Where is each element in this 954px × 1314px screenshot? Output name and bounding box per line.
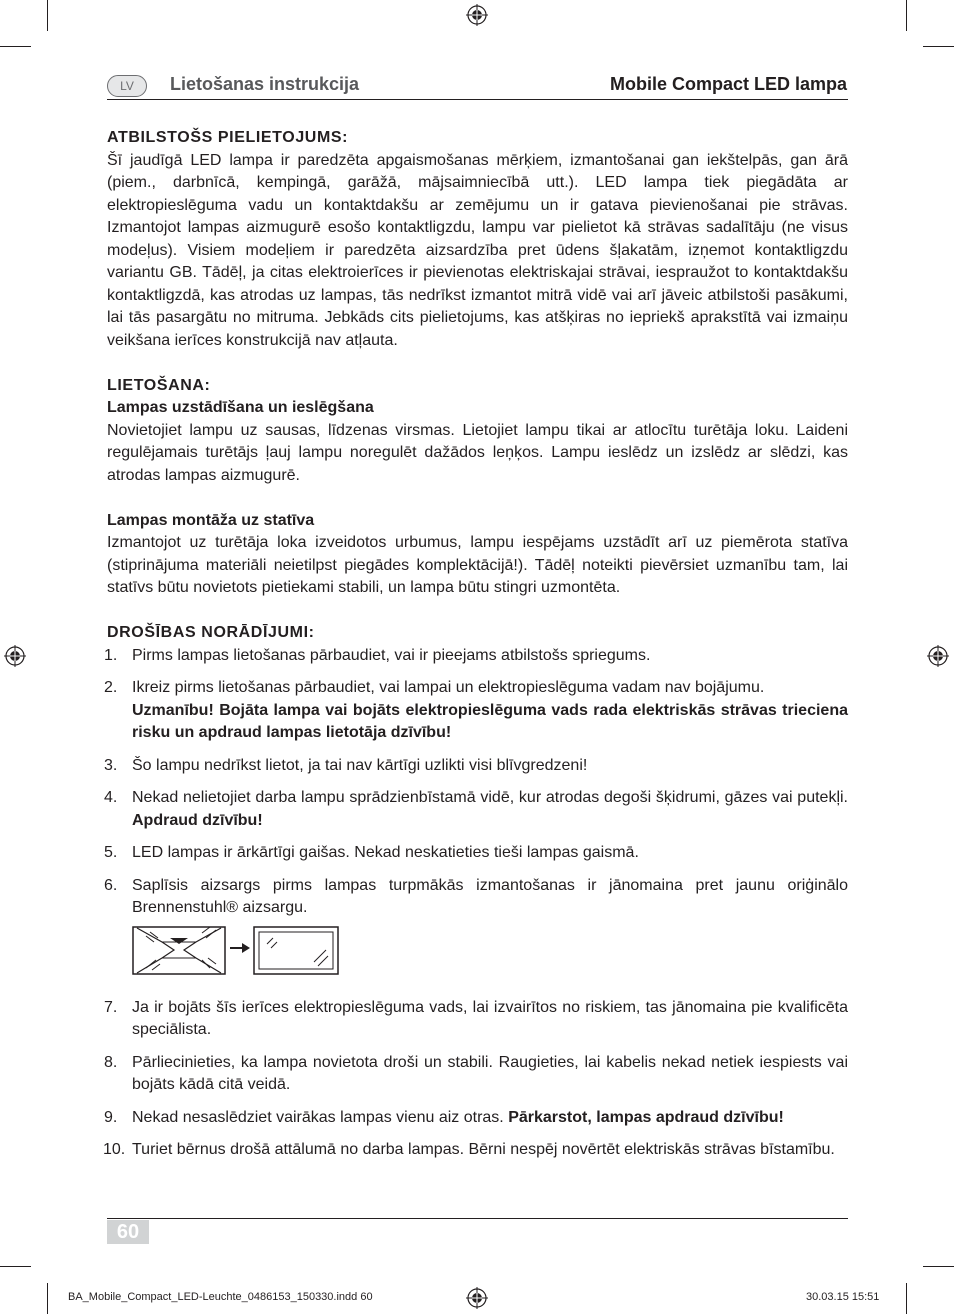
- header-rule: [107, 99, 848, 100]
- section-title: Lietošanas instrukcija: [170, 74, 360, 94]
- guard-replacement-illustration: [132, 924, 848, 979]
- list-item: 4. Nekad nelietojiet darba lampu sprādzienbīstamā vidē, kur atrodas degoši šķidrumi, gāzes vai putekļi. Apdraud dzīvību!: [104, 789, 848, 829]
- language-badge: LV: [107, 75, 147, 97]
- list-item: 10. Turiet bērnus drošā attālumā no darba lampas. Bērni nespēj novērtēt elektriskās strāvas bīstamību.: [103, 1141, 835, 1158]
- warning-text: Uzmanību! Bojāta lampa vai bojāts elektropieslēguma vads rada elektriskās strāvas trieciena risku un apdraud lampas lietotāja dzīvību!: [132, 701, 848, 741]
- list-item: 2. Ikreiz pirms lietošanas pārbaudiet, vai lampai un elektropieslēguma vadam nav bojājumu. Uzmanību! Bojāta lampa vai bojāts elektropieslēguma vads rada elektriskās strāvas trieciena risku un apdraud lampas lietotāja dzīvību!: [107, 677, 848, 745]
- list-item: 3. Šo lampu nedrīkst lietot, ja tai nav kārtīgi uzlikti visi blīvgredzeni!: [104, 756, 588, 774]
- crop-mark: [923, 46, 954, 47]
- product-title: Mobile Compact LED lampa: [609, 74, 847, 94]
- setup-text: Novietojiet lampu uz sausas, līdzenas virsmas. Lietojiet lampu tikai ar atlocītu turētāja loku. Laideni regulējamais turētājs ļauj lampu noregulēt dažādos leņķos. Lampu ieslēdz un izslēdz ar slēdzi, kas atrodas lampas aizmugurē.: [107, 421, 848, 484]
- crop-mark: [906, 1283, 907, 1314]
- list-item: 5. LED lampas ir ārkārtīgi gaišas. Nekad neskatieties tieši lampas gaismā.: [104, 844, 639, 861]
- page-number: 60: [107, 1220, 149, 1244]
- warning-text: Pārkarstot, lampas apdraud dzīvību!: [508, 1108, 784, 1126]
- crop-mark: [923, 1266, 954, 1267]
- tripod-text: Izmantojot uz turētāja loka izveidotos urbumus, lampu iespējams uzstādīt arī uz piemērota statīva (stiprinājuma materiāli neietilpst piegādes komplektācijā!). Tādēļ noteikti pievērsiet uzmanību tam, lai statīvs būtu novietots pietiekami stabili, un lampa būtu stingri uzmontēta.: [107, 534, 848, 596]
- registration-mark-icon: [927, 645, 949, 667]
- registration-mark-icon: [4, 645, 26, 667]
- list-item: 1. Pirms lampas lietošanas pārbaudiet, vai ir pieejams atbilstošs spriegums.: [104, 646, 651, 664]
- footer-rule: [107, 1218, 848, 1219]
- intended-use-heading: ATBILSTOŠS PIELIETOJUMS:: [107, 129, 349, 146]
- crop-mark: [47, 1283, 48, 1314]
- crop-mark: [0, 46, 31, 47]
- registration-mark-icon: [466, 4, 488, 26]
- broken-guard-icon: [132, 924, 362, 976]
- warning-text: Apdraud dzīvību!: [132, 811, 263, 829]
- list-item: 8. Pārliecinieties, ka lampa novietota droši un stabili. Raugieties, lai kabelis nekad netiek iespiests vai bojāts kādā citā veidā.: [104, 1053, 848, 1093]
- date-slug: 30.03.15 15:51: [806, 1291, 880, 1303]
- crop-mark: [0, 1266, 31, 1267]
- crop-mark: [906, 0, 907, 31]
- list-item: 7. Ja ir bojāts šīs ierīces elektropieslēguma vads, lai izvairītos no riskiem, tas jānomaina pie kvalificēta speciālista.: [104, 998, 848, 1038]
- safety-heading: DROŠĪBAS NORĀDĪJUMI:: [107, 624, 315, 641]
- file-slug: BA_Mobile_Compact_LED-Leuchte_0486153_150330.indd 60: [68, 1291, 373, 1303]
- crop-mark: [47, 0, 48, 31]
- tripod-subheading: Lampas montāža uz statīva: [107, 511, 315, 529]
- list-item: 9. Nekad nesaslēdziet vairākas lampas vienu aiz otras. Pārkarstot, lampas apdraud dzīvību!: [104, 1108, 784, 1126]
- safety-list: [104, 645, 848, 920]
- intended-use-text: Šī jaudīgā LED lampa ir paredzēta apgaismošanas mērķiem, izmantošanai gan iekštelpās, gan ārā (piem., darbnīcā, kempingā, garāžā, mājsaimniecībā utt.). LED lampa tiek piegādāta ar elektropieslēguma vadu un kontaktdakšu ar zemējumu un ir gatava pievienošanai pie strāvas. Izmantojot lampas aizmugurē esošo kontaktligzdu, lampu var pielietot kā strāvas sadalītāju (ne visus modeļus). Visiem modeļiem ir paredzēta aizsardzība pret ūdens šļakatām, izņemot kontaktligzdu variantu GB. Tādēļ, ja citas elektroierīces ir pievienotas elektriskajai strāvai, iespraužot to kontaktdakšu kontaktligzdā, kas atrodas uz lampas, tās nedrīkst izmantot mitrā vidē vai arī jāveic atbilstoši pasākumi, lai tās pasargātu no mitruma. Jebkāds cits pielietojums, kas atšķiras no iepriekš aprakstītā vai izmaiņu veikšana ierīces konstrukcijā nav atļauta.: [107, 151, 848, 349]
- safety-list-continued: [103, 997, 848, 1162]
- page-content: [103, 127, 848, 1172]
- list-item: 6. Saplīsis aizsargs pirms lampas turpmākās izmantošanas ir jānomaina pret jaunu oriģinālo Brennenstuhl® aizsargu.: [104, 876, 848, 916]
- usage-heading: LIETOŠANA:: [107, 376, 211, 394]
- setup-subheading: Lampas uzstādīšana un ieslēgšana: [107, 399, 374, 416]
- registration-mark-icon: [466, 1287, 488, 1309]
